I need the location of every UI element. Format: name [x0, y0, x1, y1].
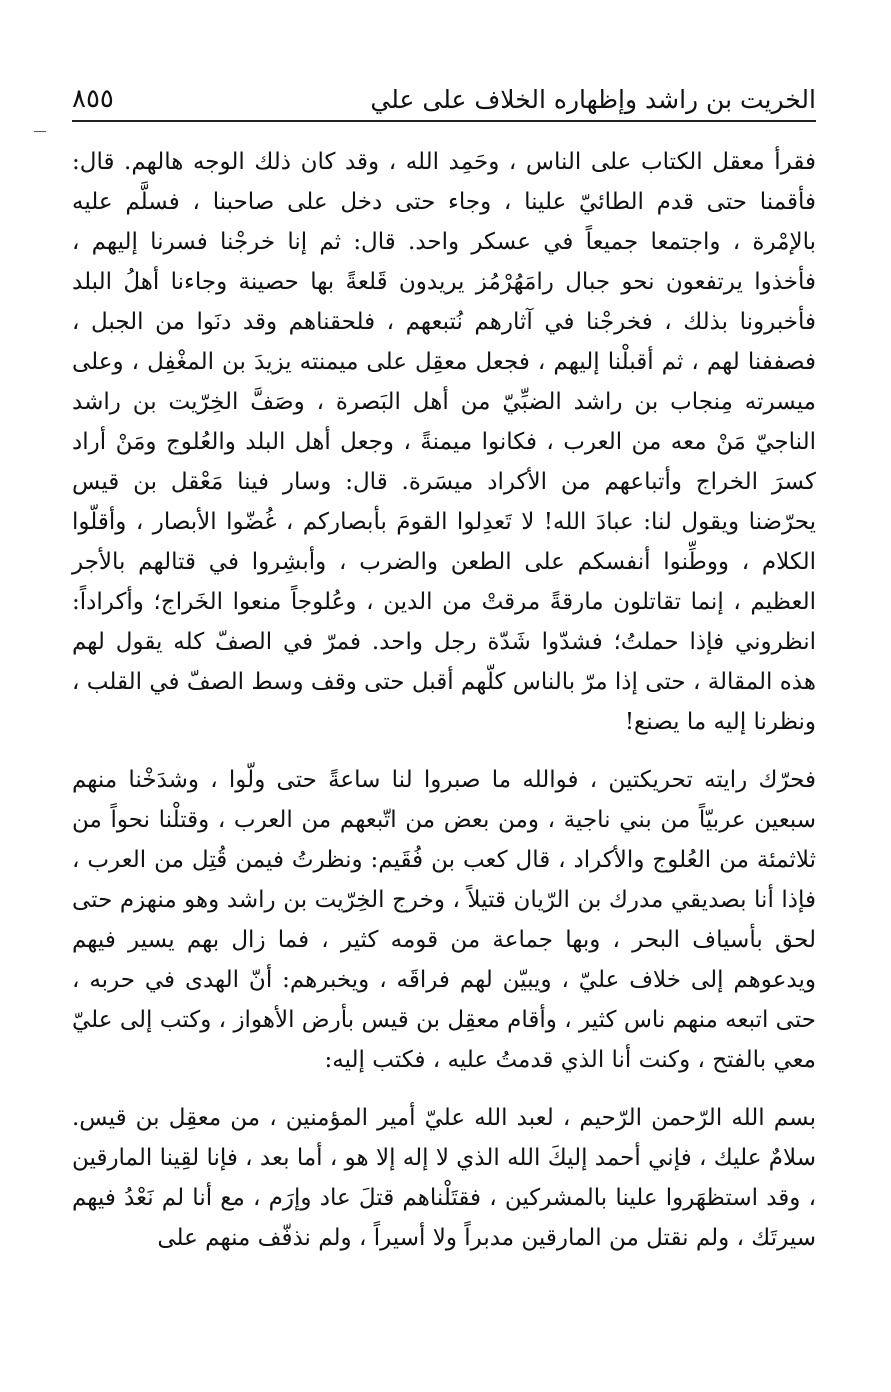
paragraph: فقرأ معقل الكتاب على الناس ، وحَمِد الله ، وقد كان ذلك الوجه هالهم. قال: فأقمنا حتى قدم الطائيّ علينا ، وجاء حتى دخل على صاحبنا ، فسلَّم عليه بالإمْرة ، واجتمعا جميعاً في عسكر واحد. قال: ثم إنا خرجْنا فسرنا إليهم ، فأخذوا يرتفعون نحو جبال رامَهُرْمُز يريدون قَلعةً بها حصينة وجاءنا أهلُ البلد فأخبرونا بذلك ، فخرجْنا في آثارهم نُتبعهم ، فلحقناهم وقد دنَوا من الجبل ، فصففنا لهم ، ثم أقبلْنا إليهم ، فجعل معقِل على ميمنته يزيدَ بن المغْفِل ، وعلى ميسرته مِنجاب بن راشد الضبِّيّ من أهل البَصرة ، وصَفَّ الخِرّيت بن راشد الناجيّ مَنْ معه من العرب ، فكانوا ميمنةً ، وجعل أهل البلد والعُلوج ومَنْ أراد كسرَ الخراج وأتباعهم من الأكراد ميسَرة. قال: وسار فينا مَعْقل بن قيس يحرّضنا ويقول لنا: عبادَ الله! لا تَعدِلوا القومَ بأبصاركم ، غُضّوا الأبصار ، وأقلّوا الكلام ، ووطِّنوا أنفسكم على الطعن والضرب ، وأبشِروا في قتالهم بالأجر العظيم ، إنما تقاتلون مارقةً مرقتْ من الدين ، وعُلوجاً منعوا الخَراج؛ وأكراداً: انظروني فإذا حملتُ؛ فشدّوا شَدّة رجل واحد. فمرّ في الصفّ كله يقول لهم هذه المقالة ، حتى إذا مرّ بالناس كلّهم أقبل حتى وقف وسط الصفّ في القلب ، ونظرنا إليه ما يصنع!: [72, 149, 817, 735]
running-title: الخريت بن راشد وإظهاره الخلاف على علي: [370, 85, 816, 114]
paragraph: بسم الله الرّحمن الرّحيم ، لعبد الله عليّ أمير المؤمنين ، من معقِل بن قيس. سلامٌ عليك ، فإني أحمد إليكَ الله الذي لا إله إلا هو ، أما بعد ، فإنا لقِينا المارقين ، وقد استظهَروا علينا بالمشركين ، فقتَلْناهم قتلَ عاد وإرَم ، مع أنا لم نَعْدُ فيهم سيرتَك ، ولم نقتل من المارقين مدبراً ولا أسيراً ، ولم نذفّف منهم على: [72, 1105, 816, 1251]
margin-mark: [34, 131, 46, 132]
page-header: [72, 70, 816, 122]
paragraph: فحرّك رايته تحريكتين ، فوالله ما صبروا لنا ساعةً حتى ولّوا ، وشدَخْنا منهم سبعين عربيّاً من بني ناجية ، ومن بعض من اتّبعهم من العرب ، وقتلْنا نحواً من ثلاثمئة من العُلوج والأكراد ، قال كعب بن فُقَيم: ونظرتُ فيمن قُتِل من العرب ، فإذا أنا بصديقي مدرك بن الرّيان قتيلاً ، وخرج الخِرّيت بن راشد وهو منهزم حتى لحق بأسياف البحر ، وبها جماعة من قومه كثير ، فما زال بهم يسير فيهم ويدعوهم إلى خلاف عليّ ، ويبيّن لهم فراقَه ، ويخبرهم: أنّ الهدى في حربه ، حتى اتبعه منهم ناس كثير ، وأقام معقِل بن قيس بأرض الأهواز ، وكتب إلى عليّ معي بالفتح ، وكنت أنا الذي قدمتُ عليه ، فكتب إليه:: [72, 767, 817, 1073]
body-text: [72, 142, 816, 1258]
page-number: ٨٥٥: [72, 84, 114, 114]
